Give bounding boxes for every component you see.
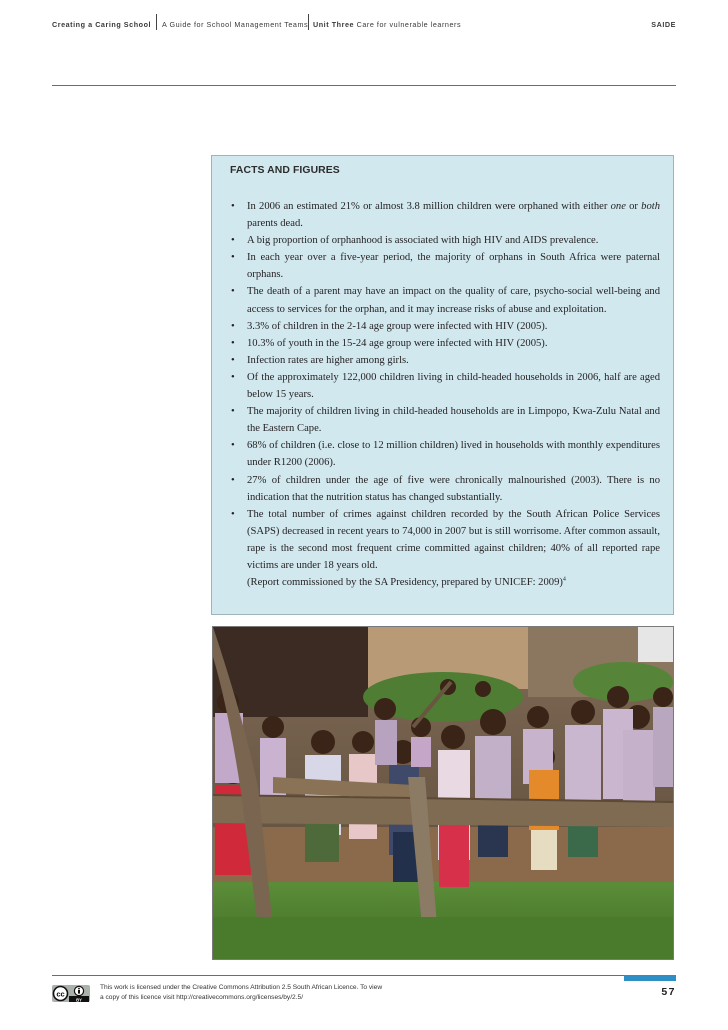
fact-text: 27% of children under the age of five were chronically malnourished (2003). There is no indication that the nutrition status has changed substantially.: [247, 474, 660, 503]
page-tab-accent: [624, 975, 676, 981]
header-book-title: Creating a Caring School: [52, 20, 152, 29]
list-item: [224, 506, 660, 591]
header-rule: [52, 85, 676, 86]
list-item: [224, 352, 660, 369]
page-number: 57: [661, 986, 676, 998]
list-item: [224, 369, 660, 403]
header-subtitle: A Guide for School Management Teams: [162, 20, 309, 29]
header-unit-number: Unit Three: [313, 20, 355, 29]
fact-text: 68% of children (i.e. close to 12 million children) lived in households with monthly expenditures under R1200 (2006).: [247, 440, 660, 469]
running-header: [52, 14, 676, 36]
facts-title: FACTS AND FIGURES: [230, 165, 340, 176]
bullet: •: [231, 508, 235, 520]
fact-text: Infection rates are higher among girls.: [247, 354, 409, 366]
bullet: •: [231, 320, 235, 332]
fact-text: 10.3% of youth in the 15-24 age group were infected with HIV (2005).: [247, 337, 548, 349]
header-publisher: SAIDE: [651, 20, 676, 29]
bullet: •: [231, 406, 235, 418]
bullet: •: [231, 371, 235, 383]
citation-text: (Report commissioned by the SA Presidency, prepared by UNICEF: 2009): [247, 577, 563, 589]
photo-illustration: [213, 627, 673, 959]
fact-emphasis: one: [610, 201, 626, 212]
license-line: This work is licensed under the Creative Commons Attribution 2.5 South African Licence. To view: [100, 984, 383, 991]
fact-text: or: [625, 201, 642, 212]
footnote-mark: 4: [562, 576, 566, 583]
list-item: [224, 249, 660, 283]
fact-text: In 2006 an estimated 21% or almost 3.8 million children were orphaned with either: [247, 201, 611, 212]
fact-text: 3.3% of children in the 2-14 age group were infected with HIV (2005).: [247, 320, 548, 332]
bullet: •: [231, 474, 235, 486]
by-label: BY: [76, 997, 82, 1002]
fact-text: The total number of crimes against children recorded by the South African Police Services (SAPS) decreased in recent years to 74,000 in 2007 but is still worrisome. After common assault, rape is the second most frequent crime committed against children; 40% of all reported rape victims are under 18 years old.: [247, 508, 660, 571]
bullet: •: [231, 440, 235, 452]
list-item: [224, 403, 660, 437]
list-item: [224, 472, 660, 506]
fact-text: The death of a parent may have an impact on the quality of care, psycho-social well-being and access to services for the orphan, and it may increase risks of abuse and exploitation.: [247, 286, 660, 315]
children-behind-fence-photo: [212, 626, 674, 960]
header-unit: [313, 20, 461, 29]
cc-label: cc: [56, 989, 65, 999]
parked-car: [638, 627, 673, 662]
list-item: [224, 318, 660, 335]
report-citation: [247, 574, 660, 591]
bullet: •: [231, 252, 235, 264]
header-unit-title: Care for vulnerable learners: [356, 20, 462, 29]
license-notice: [100, 983, 430, 1002]
creative-commons-logo: [52, 985, 90, 1002]
fact-emphasis: both: [641, 201, 661, 212]
fact-text: The majority of children living in child-headed households are in Limpopo, Kwa-Zulu Natal and the Eastern Cape.: [247, 406, 660, 435]
license-line-url: a copy of this licence visit http://creativecommons.org/licenses/by/2.5/: [100, 993, 304, 1001]
header-divider: [156, 14, 157, 30]
list-item: [224, 283, 660, 317]
list-item: [224, 335, 660, 352]
bullet: •: [231, 337, 235, 349]
list-item: [224, 198, 660, 232]
facts-list: [224, 198, 660, 591]
foreground-grass: [213, 917, 673, 959]
list-item: [224, 437, 660, 471]
header-divider: [308, 14, 309, 30]
list-item: [224, 232, 660, 249]
bullet: •: [231, 286, 235, 298]
fact-text: Of the approximately 122,000 children living in child-headed households in 2006, half are aged below 15 years.: [247, 371, 660, 401]
fact-text: In each year over a five-year period, the majority of orphans in South Africa were paternal orphans.: [247, 252, 660, 281]
facts-and-figures-box: [211, 155, 674, 615]
bullet: •: [231, 354, 235, 366]
fact-text: parents dead.: [247, 218, 303, 230]
footer-rule: [52, 975, 624, 976]
bullet: •: [231, 201, 235, 212]
bullet: •: [231, 235, 235, 247]
fact-text: A big proportion of orphanhood is associated with high HIV and AIDS prevalence.: [247, 235, 599, 247]
